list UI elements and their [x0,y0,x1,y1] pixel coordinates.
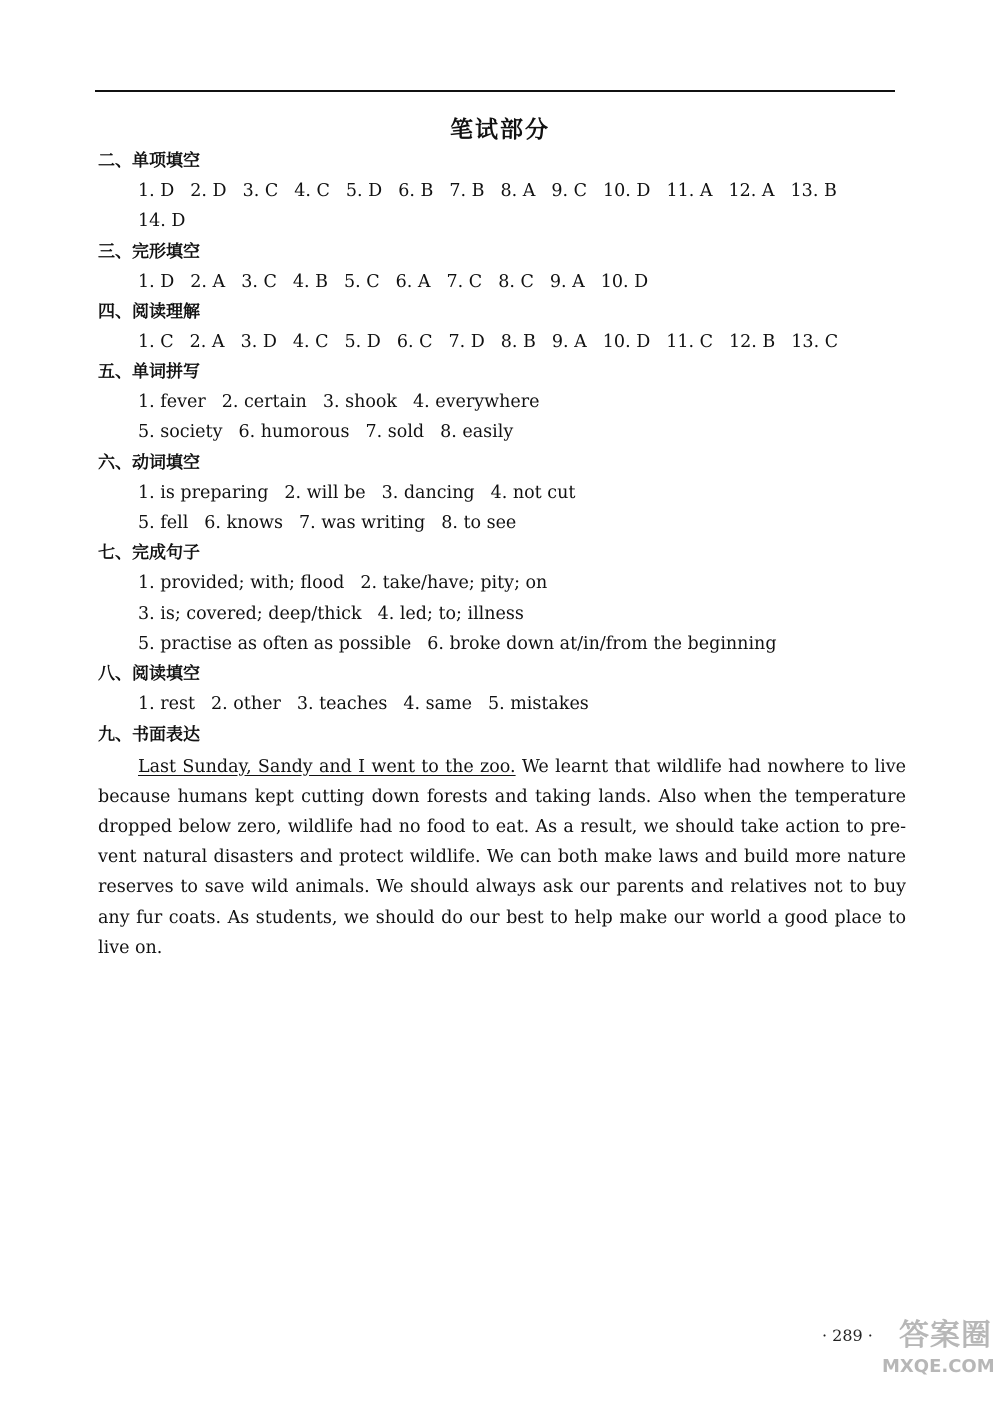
answer-line [98,176,908,206]
answer-item: 4. not cut [490,482,576,503]
answer-line [98,267,908,297]
answer-item: 1. D [138,181,175,201]
answer-item: 7. was writing [298,513,426,534]
answer-line [98,508,908,538]
watermark-logo [882,1318,995,1398]
answer-item: 13. C [791,331,839,352]
answer-item: 2. certain [221,392,307,413]
section-heading: 三、完形填空 [98,241,200,262]
answer-item: 1. D [138,271,175,292]
answer-item: 1. fever [138,392,206,413]
answer-item: 5. C [343,271,380,292]
answer-item: 1. rest [138,694,195,715]
answer-item: 6. C [396,331,433,352]
answer-item: 3. is; covered; deep/thick [138,603,362,624]
answer-line [98,478,908,508]
answer-item: 1. is preparing [138,482,269,503]
answer-item: 4. C [294,181,330,201]
answer-item: 2. take/have; pity; on [360,573,548,594]
answer-item: 14. D [138,211,186,232]
answer-item: 2. will be [284,482,366,503]
answer-item: 12. A [728,181,775,201]
answer-item: 6. A [395,271,431,292]
answer-line [98,387,908,417]
watermark-logo-text: 答案圈 [899,1318,992,1353]
answer-item: 10. D [602,331,651,352]
answer-line [98,689,908,719]
answer-item: 4. C [292,331,329,352]
answer-item: 6. humorous [238,422,350,443]
answer-item: 4. B [292,271,328,292]
watermark-domain: MXQE.COM [882,1356,995,1377]
answer-item: 3. shook [322,392,398,413]
answer-item: 5. D [344,331,381,352]
answer-line [98,417,908,447]
answer-line [98,629,908,659]
answer-item: 4. same [403,694,472,715]
answer-item: 8. easily [440,422,514,443]
answer-item: 13. B [790,181,837,201]
answer-item: 11. C [666,331,714,352]
answer-item: 8. B [500,331,536,352]
answer-item: 5. practise as often as possible [138,633,412,654]
answer-item: 10. D [600,271,649,292]
answer-item: 8. A [500,181,536,201]
answer-item: 9. A [551,331,587,352]
answer-item: 2. D [190,181,227,201]
answer-item: 2. other [211,694,281,715]
top-rule [95,90,895,92]
answer-item: 7. B [449,181,485,201]
essay-text [98,752,908,963]
section-heading: 七、完成句子 [98,543,200,564]
answer-item: 9. A [549,271,585,292]
answer-line [98,599,908,629]
page-title: 笔试部分 [450,117,550,143]
answer-item: 7. D [448,331,485,352]
answer-item: 4. led; to; illness [377,603,524,624]
essay-heading: 九、书面表达 [98,724,200,745]
answer-item: 8. C [498,271,534,292]
answer-line [98,568,908,598]
essay-indent [98,757,516,777]
answer-item: 3. dancing [381,482,475,503]
answer-item: 5. D [345,181,383,201]
answer-item: 7. sold [365,422,425,443]
answer-item: 4. everywhere [413,392,540,413]
answer-item: 2. A [190,271,226,292]
answer-item: 5. fell [138,513,189,534]
answer-item: 11. A [666,181,713,201]
answer-item: 3. C [242,181,279,201]
answer-item: 6. knows [204,513,283,534]
section-heading: 四、阅读理解 [98,301,200,322]
answer-item: 6. B [398,181,434,201]
answer-item: 3. D [240,331,277,352]
answer-line [98,206,908,236]
answer-item: 10. D [603,181,651,201]
section-heading: 二、单项填空 [98,151,200,171]
answer-item: 3. C [241,271,277,292]
answer-item: 2. A [189,331,225,352]
essay-body: We learnt that wildlife had nowhere to live because humans kept cutting down forests and taking lands. Also when the temperature dropped below zero, wildlife had no food to eat. As a result, we should take action to pre-vent natural disasters and protect wildlife. We can both make laws and build more nature reserves to save wild animals. We should always ask our parents and relatives not to buy any fur coats. As students, we should do our best to help make our world a good place to live on. [98,756,906,958]
answer-item: 8. to see [441,513,517,534]
section-heading: 八、阅读填空 [98,664,200,685]
section-heading: 六、动词填空 [98,452,200,473]
answer-item: 5. mistakes [487,694,589,715]
page-number: · 289 · [822,1326,873,1345]
answer-line [98,327,908,357]
answer-item: 3. teaches [296,694,388,715]
essay-opening-sentence: Last Sunday, Sandy and I went to the zoo. [138,756,516,777]
answer-item: 6. broke down at/in/from the beginning [427,633,777,654]
answer-item: 1. C [138,331,174,352]
answer-item: 5. society [138,422,223,443]
answer-item: 1. provided; with; flood [138,573,345,594]
answer-item: 7. C [446,271,483,292]
answer-item: 12. B [729,331,776,352]
section-heading: 五、单词拼写 [98,362,200,383]
answer-item: 9. C [551,181,588,201]
answer-content [98,146,908,963]
